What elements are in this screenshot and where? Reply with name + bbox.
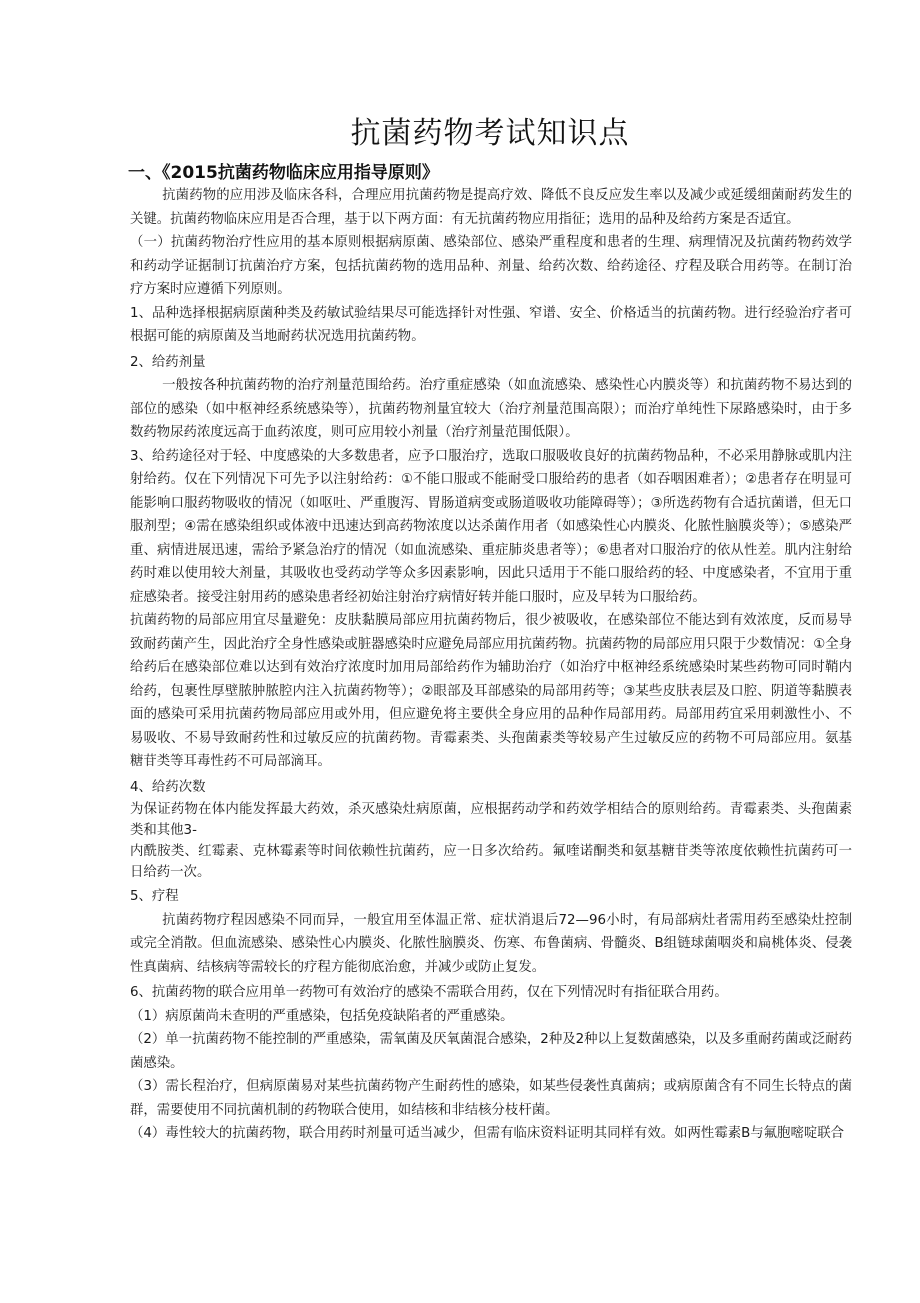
item-6-paragraph: 6、抗菌药物的联合应用单一药物可有效治疗的感染不需联合用药，仅在下列情况时有指征联合用药。 <box>130 985 728 1000</box>
document-body <box>130 184 852 1146</box>
course-paragraph: 抗菌药物疗程因感染不同而异，一般宜用至体温正常、症状消退后72—96小时，有局部病灶者需用药至感染灶控制或完全消散。但血流感染、感染性心内膜炎、化脓性脑膜炎、伤寒、布鲁菌病、骨髓炎、B组链球菌咽炎和扁桃体炎、侵袭性真菌病、结核病等需较长的疗程方能彻底治愈，并减少或防止复发。 <box>130 912 852 975</box>
intro-paragraph: 抗菌药物的应用涉及临床各科，合理应用抗菌药物是提高疗效、降低不良反应发生率以及减少或延缓细菌耐药发生的关键。抗菌药物临床应用是否合理，基于以下两方面：有无抗菌药物应用指征；选用的品种及给药方案是否适宜。 <box>130 188 852 227</box>
document-title: 抗菌药物考试知识点 <box>350 116 630 151</box>
principle-paragraph: （一）抗菌药物治疗性应用的基本原则根据病原菌、感染部位、感染严重程度和患者的生理、病理情况及抗菌药物药效学和药动学证据制订抗菌治疗方案，包括抗菌药物的选用品种、剂量、给药次数、给药途径、疗程及联合用药等。在制订治疗方案时应遵循下列原则。 <box>130 235 852 297</box>
combo-item-2: （2）单一抗菌药物不能控制的严重感染，需氧菌及厌氧菌混合感染，2种及2种以上复数菌感染，以及多重耐药菌或泛耐药菌感染。 <box>130 1032 852 1071</box>
item-5-heading: 5、疗程 <box>130 889 179 904</box>
frequency-paragraph-a: 为保证药物在体内能发挥最大药效，杀灭感染灶病原菌，应根据药动学和药效学相结合的原则给药。青霉素类、头孢菌素类和其他3- <box>130 802 852 838</box>
item-1-paragraph: 1、品种选择根据病原菌种类及药敏试验结果尽可能选择针对性强、窄谱、安全、价格适当的抗菌药物。进行经验治疗者可根据可能的病原菌及当地耐药状况选用抗菌药物。 <box>130 305 852 344</box>
section-heading: 一、《2015抗菌药物临床应用指导原则》 <box>128 163 439 183</box>
item-3-paragraph: 3、给药途径对于轻、中度感染的大多数患者，应予口服治疗，选取口服吸收良好的抗菌药物品种，不必采用静脉或肌内注射给药。仅在下列情况下可先予以注射给药：①不能口服或不能耐受口服给药的患者（如吞咽困难者）；②患者存在明显可能影响口服药物吸收的情况（如呕吐、严重腹泻、胃肠道病变或肠道吸收功能障碍等）；③所选药物有合适抗菌谱，但无口服剂型；④需在感染组织或体液中迅速达到高药物浓度以达杀菌作用者（如感染性心内膜炎、化脓性脑膜炎等）；⑤感染严重、病情进展迅速，需给予紧急治疗的情况（如血流感染、重症肺炎患者等）；⑥患者对口服治疗的依从性差。肌内注射给药时难以使用较大剂量，其吸收也受药动学等众多因素影响，因此只适用于不能口服给药的轻、中度感染者，不宜用于重症感染者。接受注射用药的感染患者经初始注射治疗病情好转并能口服时，应及早转为口服给药。 <box>130 448 852 605</box>
combo-item-1: （1）病原菌尚未查明的严重感染，包括免疫缺陷者的严重感染。 <box>130 1008 514 1024</box>
dosage-paragraph: 一般按各种抗菌药物的治疗剂量范围给药。治疗重症感染（如血流感染、感染性心内膜炎等）和抗菌药物不易达到的部位的感染（如中枢神经系统感染等），抗菌药物剂量宜较大（治疗剂量范围高限）；而治疗单纯性下尿路感染时，由于多数药物尿药浓度远高于血药浓度，则可应用较小剂量（治疗剂量范围低限）。 <box>130 378 852 440</box>
combo-item-3: （3）需长程治疗，但病原菌易对某些抗菌药物产生耐药性的感染，如某些侵袭性真菌病；或病原菌含有不同生长特点的菌群，需要使用不同抗菌机制的药物联合使用，如结核和非结核分枝杆菌。 <box>130 1079 852 1118</box>
item-4-heading: 4、给药次数 <box>130 779 206 795</box>
item-2-heading: 2、给药剂量 <box>130 354 206 370</box>
local-use-paragraph: 抗菌药物的局部应用宜尽量避免：皮肤黏膜局部应用抗菌药物后，很少被吸收，在感染部位不能达到有效浓度，反而易导致耐药菌产生，因此治疗全身性感染或脏器感染时应避免局部应用抗菌药物。抗菌药物的局部应用只限于少数情况：①全身给药后在感染部位难以达到有效治疗浓度时加用局部给药作为辅助治疗（如治疗中枢神经系统感染时某些药物可同时鞘内给药，包裹性厚壁脓肿脓腔内注入抗菌药物等）；②眼部及耳部感染的局部用药等；③某些皮肤表层及口腔、阴道等黏膜表面的感染可采用抗菌药物局部应用或外用，但应避免将主要供全身应用的品种作局部用药。局部用药宜采用刺激性小、不易吸收、不易导致耐药性和过敏反应的抗菌药物。青霉素类、头孢菌素类等较易产生过敏反应的药物不可局部应用。氨基糖苷类等耳毒性药不可局部滴耳。 <box>130 613 852 769</box>
frequency-paragraph-b: 内酰胺类、红霉素、克林霉素等时间依赖性抗菌药，应一日多次给药。氟喹诺酮类和氨基糖苷类等浓度依赖性抗菌药可一日给药一次。 <box>130 844 852 880</box>
combo-item-4: （4）毒性较大的抗菌药物，联合用药时剂量可适当减少，但需有临床资料证明其同样有效。如两性霉素B与氟胞嘧啶联合 <box>130 1126 845 1141</box>
